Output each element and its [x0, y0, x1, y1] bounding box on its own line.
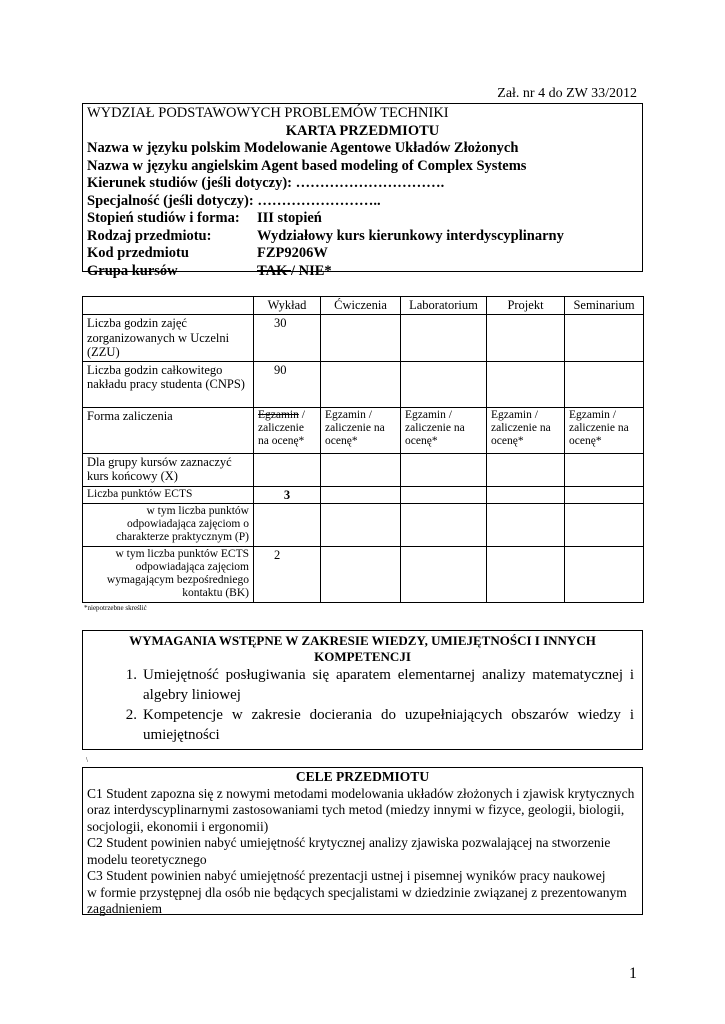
- table-row-practical: [83, 504, 644, 547]
- course-type-row: [87, 228, 638, 246]
- column-header: Seminarium: [565, 297, 644, 315]
- form-credit-text: / zaliczenie na ocenę*: [258, 408, 305, 447]
- objective-line: w formie przystępnej dla osób nie będących specjalistami w dziedzinie związanej z prezentowanym: [87, 884, 627, 900]
- list-item: [91, 665, 634, 705]
- footnote: *niepotrzebne skreślić: [84, 604, 147, 612]
- course-name-en: Nazwa w języku angielskim Agent based modeling of Complex Systems: [87, 157, 527, 174]
- prerequisites-title-line1: WYMAGANIA WSTĘPNE W ZAKRESIE WIEDZY, UMIEJĘTNOŚCI I INNYCH: [129, 633, 596, 648]
- faculty-name: WYDZIAŁ PODSTAWOWYCH PROBLEMÓW TECHNIKI: [87, 105, 449, 121]
- column-header: Ćwiczenia: [321, 297, 401, 315]
- list-item: [91, 705, 634, 745]
- course-header-box: [82, 103, 643, 279]
- course-code-value: FZP9206W: [257, 245, 328, 261]
- prerequisites-title-line2: KOMPETENCJI: [314, 649, 411, 664]
- course-type-value: Wydziałowy kurs kierunkowy interdyscyplinarny: [257, 227, 564, 244]
- attachment-reference: Zał. nr 4 do ZW 33/2012: [497, 86, 637, 101]
- study-level-label: Stopień studiów i forma:: [87, 210, 240, 226]
- course-group-value: [257, 263, 332, 281]
- course-code-label: Kod przedmiotu: [87, 245, 189, 261]
- table-row-zzu: [83, 315, 644, 362]
- specialty: Specjalność (jeśli dotyczy): ……………………..: [87, 192, 381, 209]
- course-group-label: Grupa kursów: [87, 262, 178, 279]
- row-label: Liczba punktów ECTS: [83, 486, 254, 504]
- row-label: Dla grupy kursów zaznaczyć kurs końcowy (X): [83, 453, 254, 486]
- list-item-number: 2.: [125, 707, 137, 723]
- page-number: 1: [629, 965, 637, 982]
- course-group-row: [87, 263, 638, 281]
- form-cell: Egzamin / zaliczenie na ocenę*: [321, 407, 401, 453]
- table-row-bk: [83, 547, 644, 603]
- form-cell: Egzamin / zaliczenie na ocenę*: [565, 407, 644, 453]
- study-level-row: [87, 210, 638, 228]
- form-cell: Egzamin / zaliczenie na ocenę*: [487, 407, 565, 453]
- prerequisites-box: [82, 630, 643, 750]
- study-level-value: III stopień: [257, 210, 322, 226]
- lecture-hours-cell: 90: [254, 361, 321, 407]
- objectives-title: CELE PRZEDMIOTU: [295, 769, 430, 784]
- course-code-row: [87, 245, 638, 263]
- table-row-cnps: [83, 361, 644, 407]
- column-header: Wykład: [254, 297, 321, 315]
- stray-mark: \: [86, 756, 88, 764]
- card-title: KARTA PRZEDMIOTU: [285, 122, 440, 139]
- table-row-final-course: [83, 453, 644, 486]
- course-group-yes-struck: TAK: [257, 262, 291, 279]
- objective-line: C2 Student powinien nabyć umiejętność krytycznej analizy zjawiska pozwalającej na stworzenie: [87, 835, 611, 850]
- form-exam-struck: Egzamin: [258, 408, 299, 421]
- row-label: Liczba godzin całkowitego nakładu pracy studenta (CNPS): [83, 361, 254, 407]
- field-of-study: Kierunek studiów (jeśli dotyczy): ………………………….: [87, 175, 445, 191]
- lecture-hours-cell: 30: [254, 315, 321, 362]
- list-item-number: 1.: [125, 667, 137, 683]
- header-empty-cell: [83, 297, 254, 315]
- form-cell: Egzamin / zaliczenie na ocenę*: [401, 407, 487, 453]
- objectives-box: [82, 767, 643, 915]
- objective-line: socjologii, ekonomii i ergonomii): [87, 818, 269, 834]
- row-label: w tym liczba punktów ECTS odpowiadająca zajęciom wymagającym bezpośredniego kontaktu (BK): [83, 547, 254, 603]
- row-label: Forma zaliczenia: [83, 407, 254, 453]
- list-item-text: Umiejętność posługiwania się aparatem elementarnej analizy matematycznej i algebry liniowej: [143, 667, 634, 703]
- objective-line: C1 Student zapozna się z nowymi metodami modelowania układów złożonych i zjawisk krytycznych: [87, 785, 635, 801]
- column-header: Laboratorium: [401, 297, 487, 315]
- table-row-ects: [83, 486, 644, 504]
- objective-line: C3 Student powinien nabyć umiejętność prezentacji ustnej i pisemnej wyników pracy naukowej: [87, 868, 606, 883]
- course-name-pl: Nazwa w języku polskim Modelowanie Agentowe Układów Złożonych: [87, 140, 519, 156]
- objective-line: oraz interdyscyplinarnymi zastosowaniami tych metod (miedzy innymi w fizyce, geologii, biologii,: [87, 802, 625, 817]
- row-label: Liczba godzin zajęć zorganizowanych w Uczelni (ZZU): [83, 315, 254, 362]
- course-group-no: / NIE*: [290, 262, 332, 279]
- bk-value: 2: [254, 547, 321, 603]
- column-header: Projekt: [487, 297, 565, 315]
- list-item-text: Kompetencje w zakresie docierania do uzupełniających obszarów wiedzy i umiejętności: [143, 707, 634, 743]
- table-row-form: [83, 407, 644, 453]
- form-lecture-cell: [254, 407, 321, 453]
- hours-table: [82, 296, 644, 603]
- hours-table-header: [83, 297, 644, 315]
- objective-line: modelu teoretycznego: [87, 851, 207, 867]
- row-label: w tym liczba punktów odpowiadająca zajęciom o charakterze praktycznym (P): [83, 504, 254, 547]
- objective-line: zagadnieniem: [87, 901, 162, 916]
- ects-value: 3: [254, 486, 321, 504]
- course-type-label: Rodzaj przedmiotu:: [87, 227, 212, 244]
